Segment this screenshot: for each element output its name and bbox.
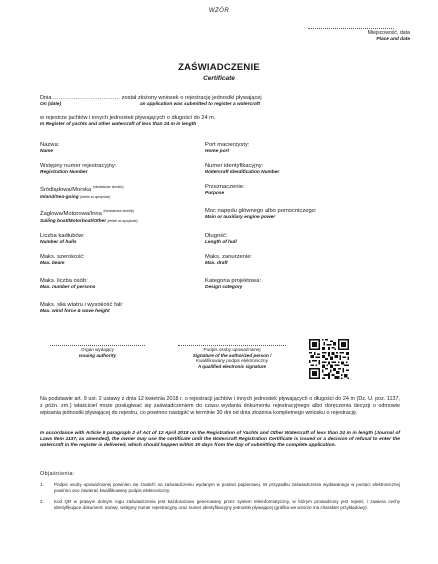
- field-purpose: Przeznaczenie: Purpose: [205, 184, 245, 196]
- intro-register-pl: w rejestrze jachtów i innych jednostek pływających o długości do 24 m.: [40, 115, 216, 121]
- field-name: Nazwa: Name: [40, 142, 60, 154]
- field-design-category: Kategoria projektowa: Design category: [205, 278, 262, 290]
- legal-basis-en: In accordance with Article 9 paragraph 2 of Act of 12 April 2018 on the Registration of Yachts and Other Watercraft of less than 24 m in length (Journal of Laws Item 1137, as amended), the owner may use the certificate until the Watercraft Registration Certificate is issued or a decision of refusal to enter the watercraft in the register is delivered, which should happen within 30 days from the day of submitting the complete application.: [40, 431, 400, 449]
- model-label: WZÓR: [208, 8, 230, 14]
- legal-basis-pl: Na podstawie art. 9 ust. 2 ustawy z dnia 12 kwietnia 2018 r. o rejestracji jachtów i innych jednostek pływających o długości do 24 m (Dz. U. poz. 1137, z późn. zm.) właściciel może posługiwać się zaświadczeniem do czasu wydania dokumentu rejestracyjnego albo doręczenia decyzji o odmowie wpisania jednostki pływającej do rejestru, co powinno nastąpić w terminie 30 dni od dnia złożenia kompletnego wniosku o rejestrację.: [40, 396, 400, 416]
- page-title: ZAŚWIADCZENIE: [178, 62, 260, 73]
- explanation-note: 2. Kod QR w prawym dolnym rogu zaświadczenia jest każdorazowo generowany przez system teleinformatyczny, w którym prowadzony jest rejestr, i zawiera cechy identyfikujące dokument: nazwę, wstępny numer rejestracyjny oraz numer identyfikacyjny jednostki pływającej (grafika we wzorze ma charakter przykładowy).: [40, 499, 400, 510]
- field-max-persons: Maks. liczba osób: Max. number of persons: [40, 278, 96, 290]
- issuing-authority: Organ wydający Issuing authority: [78, 347, 116, 358]
- issuing-authority-line: [50, 345, 145, 346]
- field-vessel-type: Żaglowa/Motorowa/Inna $^{(niewłaściwe skreślić)}$ Sailing boat/Motorboat/Other (delete as apropriate): [40, 209, 138, 224]
- authorized-signature: Podpis osoby upoważnionej Signature of the authorized person / Kwalifikowany podpis elektroniczny A qualified electronic signature: [192, 347, 272, 369]
- field-registration-number: Wstępny numer rejestracyjny: Registration Number: [40, 163, 117, 175]
- field-home-port: Port macierzysty: Home port: [205, 142, 250, 154]
- signature-line: [178, 345, 286, 346]
- place-date-pl: Miejscowość, data: [367, 30, 410, 36]
- field-number-of-hulls: Liczba kadłubów: Number of hulls: [40, 233, 85, 245]
- intro-register-en: In Register of yachts and other watercraft of less than 24 m in length: [40, 122, 197, 127]
- field-max-draft: Maks. zanurzenie: Max. draft: [205, 254, 253, 266]
- place-date: [290, 30, 410, 43]
- intro-en-rest: an application was submitted to register a watercraft: [140, 102, 260, 107]
- field-length: Długość: Length of hull: [205, 233, 237, 245]
- field-max-beam: Maks. szerokość: Max. beam: [40, 254, 85, 266]
- intro-en-date: On (date): [40, 102, 62, 107]
- field-inland-sea: Śródlądowa/Morska $^{(niewłaściwe skreślić)}$ Inland/Sea-going (delete as apropriate): [40, 185, 124, 200]
- field-identification-number: Numer identyfikacyjny: Watercraft Identification Number: [205, 163, 280, 175]
- explanation-note: 1. Podpis osoby upoważnionej powinien się znaleźć na zaświadczeniu wydanym w postaci papierowej. W przypadku zaświadczenia wydawanego w postaci elektronicznej powinno ono zawierać kwalifikowany podpis elektroniczny.: [40, 482, 400, 493]
- field-engine-power: Moc napędu głównego albo pomocniczego: Main or auxiliary engine power: [205, 208, 317, 220]
- field-wind-wave: Maks. siła wiatru i wysokość fali: Max. wind force & wave height: [40, 302, 124, 314]
- intro-pl: Dnia ……………………………… został złożony wniosek o rejestrację jednostki pływającej: [40, 95, 262, 101]
- place-date-en: Place and date: [376, 36, 410, 42]
- explanations-heading: Objaśnienia:: [40, 471, 75, 477]
- page-subtitle: Certificate: [203, 75, 235, 82]
- qr-code-icon: [309, 339, 349, 379]
- place-date-line: [308, 28, 394, 29]
